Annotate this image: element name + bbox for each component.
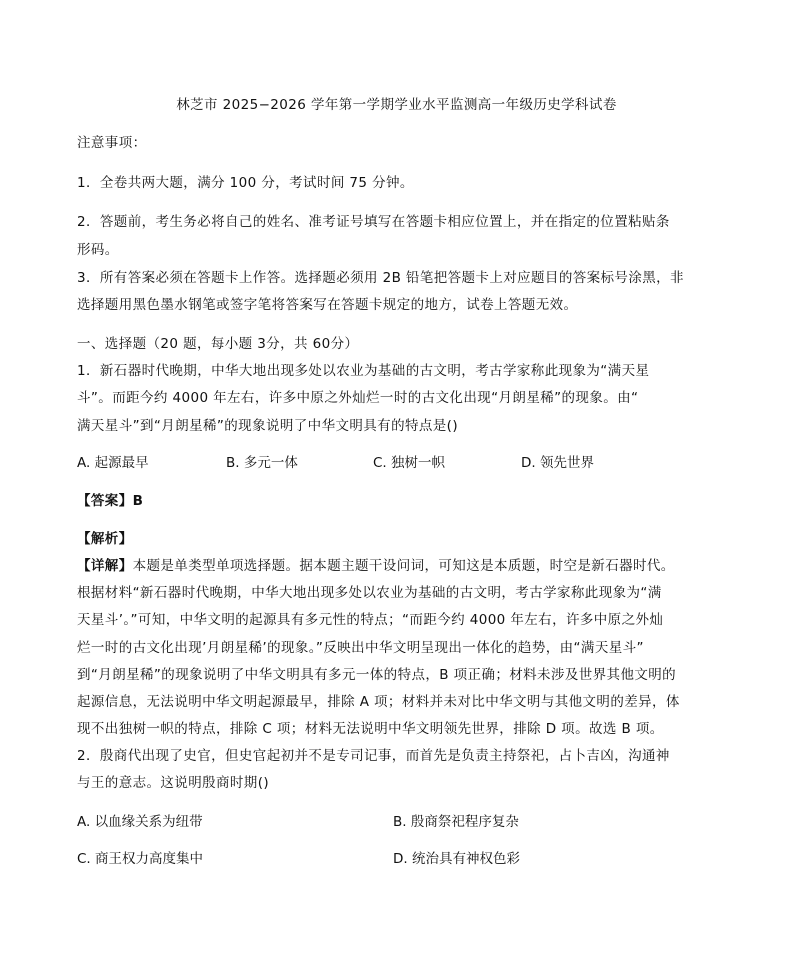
q2-stem-line-2: 与王的意志。这说明殷商时期() bbox=[77, 775, 270, 791]
q1-analysis-label: 【解析】 bbox=[77, 531, 133, 547]
q1-detail-line-3: 天星斗’。”可知，中华文明的起源具有多元性的特点；“而距今约 4000 年左右，许多中原之外灿 bbox=[77, 612, 664, 628]
detail-label: 【详解】 bbox=[77, 558, 133, 574]
q1-detail-line-1 bbox=[77, 556, 675, 576]
q1-detail-line-6: 起源信息，无法说明中华文明起源最早，排除 A 项；材料并未对比中华文明与其他文明的差异，体 bbox=[77, 694, 680, 710]
q1-stem-line-2: 斗”。而距今约 4000 年左右，许多中原之外灿烂一时的古文化出现“月朗星稀”的现象。由“ bbox=[77, 390, 639, 406]
notice-item-3-line-1: 3．所有答案必须在答题卡上作答。选择题必须用 2B 铅笔把答题卡上对应题目的答案标号涂黑，非 bbox=[77, 270, 684, 286]
notice-item-1: 1．全卷共两大题，满分 100 分，考试时间 75 分钟。 bbox=[77, 175, 414, 191]
q2-option-c: C. 商王权力高度集中 bbox=[77, 851, 204, 867]
q1-stem-line-3: 满天星斗”到“月朗星稀”的现象说明了中华文明具有的特点是() bbox=[77, 418, 459, 434]
q1-option-a: A. 起源最早 bbox=[77, 455, 149, 471]
q1-detail-line-5: 到“月朗星稀”的现象说明了中华文明具有多元一体的特点，B 项正确；材料未涉及世界其他文明的 bbox=[77, 667, 677, 683]
notice-item-3-line-2: 选择题用黑色墨水钢笔或签字笔将答案写在答题卡规定的地方，试卷上答题无效。 bbox=[77, 297, 578, 313]
q2-stem-line-1: 2．殷商代出现了史官，但史官起初并不是专司记事，而首先是负责主持祭祀，占卜吉凶，沟通神 bbox=[77, 748, 670, 764]
detail-text: 本题是单类型单项选择题。据本题主题干设问词，可知这是本质题，时空是新石器时代。 bbox=[132, 558, 675, 574]
notice-item-2-line-1: 2．答题前，考生务必将自己的姓名、准考证号填写在答题卡相应位置上，并在指定的位置粘贴条 bbox=[77, 214, 670, 230]
answer-value: B bbox=[132, 493, 144, 509]
q2-option-b: B. 殷商祭祀程序复杂 bbox=[393, 814, 519, 830]
q1-detail-line-7: 现不出独树一帜的特点，排除 C 项；材料无法说明中华文明领先世界，排除 D 项。故选 B 项。 bbox=[77, 721, 664, 737]
q1-option-c: C. 独树一帜 bbox=[373, 455, 446, 471]
q2-option-a: A. 以血缘关系为纽带 bbox=[77, 814, 203, 830]
q1-option-d: D. 领先世界 bbox=[521, 455, 594, 471]
exam-title: 林芝市 2025−2026 学年第一学期学业水平监测高一年级历史学科试卷 bbox=[176, 97, 617, 113]
notice-item-2-line-2: 形码。 bbox=[77, 242, 119, 258]
q2-option-d: D. 统治具有神权色彩 bbox=[393, 851, 520, 867]
section-heading: 一、选择题（20 题，每小题 3分，共 60分） bbox=[77, 336, 359, 352]
q1-answer bbox=[77, 491, 143, 511]
q1-detail-line-4: 烂一时的古文化出现’月朗星稀’的现象。”反映出中华文明呈现出一体化的趋势，由“满天星斗” bbox=[77, 640, 644, 656]
q1-stem-line-1: 1．新石器时代晚期，中华大地出现多处以农业为基础的古文明，考古学家称此现象为“满天星 bbox=[77, 363, 650, 379]
notice-heading: 注意事项： bbox=[77, 135, 147, 151]
q1-option-b: B. 多元一体 bbox=[226, 455, 298, 471]
answer-label: 【答案】 bbox=[77, 493, 133, 509]
q1-detail-line-2: 根据材料“新石器时代晚期，中华大地出现多处以农业为基础的古文明，考古学家称此现象为“满 bbox=[77, 585, 662, 601]
